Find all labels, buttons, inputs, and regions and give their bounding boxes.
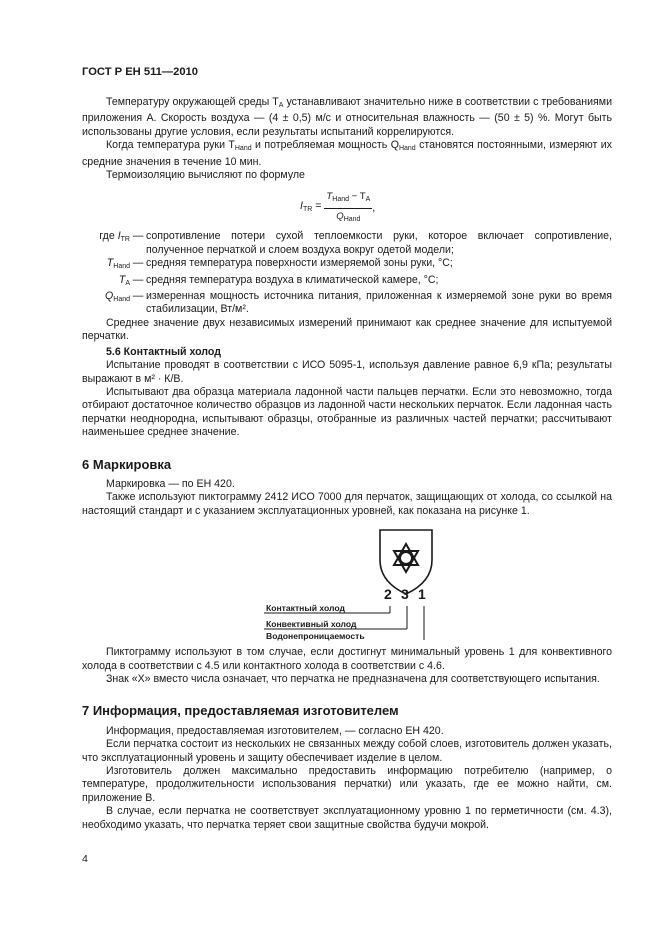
paragraph-layers: Если перчатка состоит из нескольких не связанных между собой слоев, изготовитель должен указать, что эксплуатационный уровень и защиту обеспечивает изделие в целом.: [82, 738, 612, 764]
section-heading-7: 7 Информация, предоставляемая изготовителем: [82, 703, 399, 719]
label-waterproof: Водонепроницаемость: [266, 631, 365, 642]
snowflake-icon: [394, 544, 418, 572]
paragraph-wet: В случае, если перчатка не соответствует эксплуатационному уровню 1 по герметичности (см. 4.3), необходимо указать, что перчатка теряет свои защитные свойства будучи мокрой.: [82, 805, 612, 831]
label-contact-cold: Контактный холод: [266, 603, 345, 614]
paragraph-info: Информация, предоставляемая изготовителем, — согласно ЕН 420.: [106, 724, 444, 737]
paragraph-consumer-info: Изготовитель должен максимально предоставить информацию потребителю (например, о температуре, продолжительности использования перчатки) или указать, где ее можно найти, см. приложение В.: [82, 765, 612, 804]
paragraph-contact-test: Испытание проводят в соответствии с ИСО 5095-1, используя давление равное 6,9 кПа; результаты выражают в м² · К/В.: [82, 359, 612, 385]
paragraph-formula-intro: Термоизоляцию вычисляют по формуле: [106, 169, 305, 182]
definition-row: $T_{Hand}$ — средняя температура поверхности измеряемой зоны руки, °С;: [106, 257, 453, 271]
figure-pictogram: [82, 522, 612, 640]
page-number: 4: [82, 853, 88, 865]
level-digit-water: 1: [418, 586, 426, 603]
paragraph-x-sign: Знак «Х» вместо числа означает, что перчатка не предназначена для соответствующего испытания.: [106, 672, 600, 685]
paragraph-marking: Маркировка — по ЕН 420.: [106, 477, 235, 490]
section-heading-6: 6 Маркировка: [82, 456, 172, 472]
section-heading-5-6: 5.6 Контактный холод: [106, 345, 221, 358]
shield-icon: [380, 530, 432, 594]
paragraph-samples: Испытывают два образца материала ладонной части пальцев перчатки. Если это невозможно, тогда отбирают достаточное количество образцов из ладонной части нескольких перчаток. Если ладонная часть перчатки неоднородна, испытывают образцы, отобранные из различных частей перчатки; рассчитывают наименьшее среднее значение.: [82, 385, 612, 439]
paragraph-hand-temperature: Когда температура руки $T_{Hand}$ и потребляемая мощность $Q_{Hand}$ становятся постоянными, измеряют их средние значения в течение 10 мин.: [82, 139, 612, 168]
document-header: ГОСТ Р ЕН 511—2010: [82, 66, 198, 78]
paragraph-average: Среднее значение двух независимых измерений принимают как среднее значение для испытуемой перчатки.: [82, 316, 612, 343]
formula-definitions: [82, 230, 612, 316]
definition-row: где $I_{TR}$ — сопротивление потери сухой теплоемкости руки, которое включает сопротивление, полученное перчаткой и слоем воздуха вокруг одетой модели;: [99, 230, 612, 256]
level-digit-convective: 3: [401, 586, 409, 603]
paragraph-pictogram-usage: Пиктограмму используют в том случае, если достигнут минимальный уровень 1 для конвективного холода в соответствии с 4.5 или контактного холода в соответствии с 4.6.: [82, 646, 612, 672]
label-convective-cold: Конвективный холод: [266, 619, 357, 630]
paragraph-ambient-temperature: Температуру окружающей среды $T_A$ устанавливают значительно ниже в соответствии с требованиями приложения А. Скорость воздуха — (4 ± 0,5) м/с и относительная влажность — (50 ± 5) %. Могут быть использованы другие условия, если результаты испытаний коррелируются.: [82, 96, 612, 138]
page-content: [82, 96, 612, 832]
paragraph-pictogram: Также используют пиктограмму 2412 ИСО 7000 для перчаток, защищающих от холода, со ссылкой на настоящий стандарт и с указанием эксплуатационных уровней, как показана на рисунке 1.: [82, 491, 612, 517]
level-digit-contact: 2: [384, 586, 392, 603]
definition-row: $T_A$ — средняя температура воздуха в климатической камере, °С;: [118, 273, 439, 287]
insulation-formula: $I_{TR}$ = $\frac{T_{Hand} - T_A}{Q_{Hand}}$ ,: [300, 191, 376, 223]
definition-row: $Q_{Hand}$ — измеренная мощность источника питания, приложенная к измеряемой зоне руки во время стабилизации, Вт/м².: [105, 290, 612, 316]
